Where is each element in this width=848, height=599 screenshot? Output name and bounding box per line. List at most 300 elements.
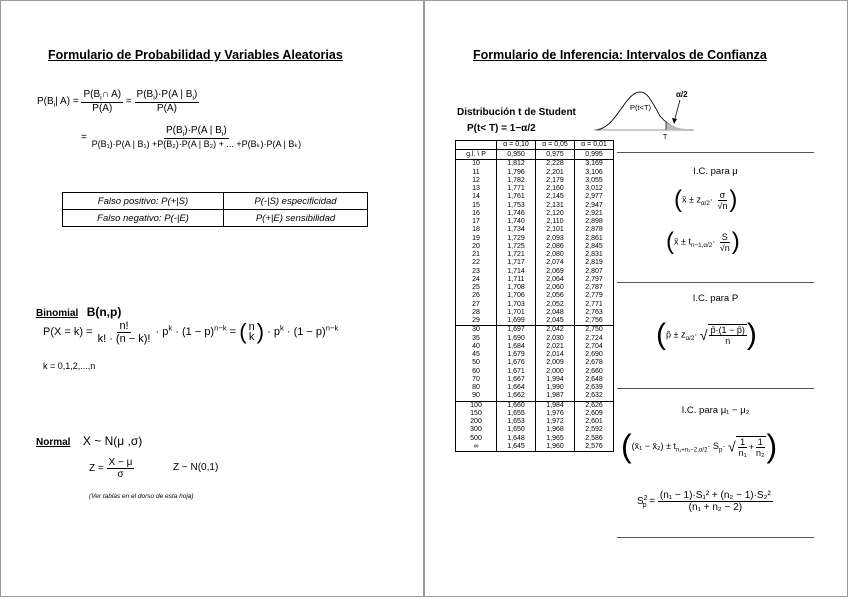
table-row bbox=[456, 335, 614, 343]
ic-diff-a-num: 1 bbox=[740, 436, 746, 447]
table-row bbox=[456, 284, 614, 292]
bayes-frac3 bbox=[90, 125, 304, 150]
ic-diff-dot: · bbox=[722, 440, 726, 451]
bayes-frac1 bbox=[81, 89, 123, 114]
table-cell: 1,812 bbox=[497, 160, 536, 169]
table-cell: 2,861 bbox=[575, 235, 614, 243]
sp-eq: = bbox=[649, 496, 656, 508]
table-cell: 1,676 bbox=[497, 359, 536, 367]
table-cell: 2,030 bbox=[536, 335, 575, 343]
table-cell: 2,921 bbox=[575, 210, 614, 218]
table-cell: 12 bbox=[456, 177, 497, 185]
table-cell: 2,898 bbox=[575, 218, 614, 226]
ic-mu-label: I.C. para μ bbox=[693, 166, 738, 177]
table-cell: 2,878 bbox=[575, 226, 614, 234]
table-cell: 2,819 bbox=[575, 259, 614, 267]
bayes-num3-sub2: i bbox=[221, 131, 224, 138]
ic-p-dot: · bbox=[694, 329, 698, 340]
table-cell: 2,845 bbox=[575, 243, 614, 251]
table-row bbox=[456, 169, 614, 177]
ic-mu-f1-frac bbox=[715, 190, 729, 211]
table-cell: 27 bbox=[456, 301, 497, 309]
bayes-lhs-sub: i bbox=[53, 102, 56, 110]
table-row bbox=[456, 160, 614, 169]
table-cell: 2,601 bbox=[575, 418, 614, 426]
curve-t: T bbox=[663, 134, 668, 140]
table-cell: 2,750 bbox=[575, 326, 614, 335]
table-cell: 2,947 bbox=[575, 202, 614, 210]
normal-z-formula bbox=[89, 457, 134, 480]
bayes-num3-sub1: i bbox=[182, 131, 185, 138]
table-cell: 2,048 bbox=[536, 309, 575, 317]
table-cell: 35 bbox=[456, 335, 497, 343]
right-title: Formulario de Inferencia: Intervalos de Confianza bbox=[473, 48, 767, 62]
table-cell: 2,771 bbox=[575, 301, 614, 309]
ic-mu-f2-num: S bbox=[721, 231, 728, 242]
table-cell: 26 bbox=[456, 292, 497, 300]
ic-diff-mid: · S bbox=[707, 440, 719, 451]
table-row bbox=[456, 351, 614, 359]
table-cell bbox=[456, 141, 497, 150]
ic-p-frac bbox=[709, 325, 747, 346]
table-cell: 17 bbox=[456, 218, 497, 226]
alpha-arrow-head bbox=[672, 118, 677, 124]
table-cell: 1,761 bbox=[497, 193, 536, 201]
ic-diff-sub: n₁+n₂−2,α/2 bbox=[675, 447, 708, 454]
table-row bbox=[456, 384, 614, 392]
table-row bbox=[456, 202, 614, 210]
ic-mu-f1-num: σ bbox=[719, 189, 726, 200]
ic-mu-f1-sub: α/2 bbox=[700, 200, 710, 208]
table-cell: 2,014 bbox=[536, 351, 575, 359]
table-cell: 3,055 bbox=[575, 177, 614, 185]
ic-diff-b-num: 1 bbox=[757, 436, 763, 447]
table-cell: α = 0,01 bbox=[575, 141, 614, 150]
binomial-coef bbox=[247, 322, 257, 342]
table-alpha-row bbox=[456, 141, 614, 150]
table-cell: 2,060 bbox=[536, 284, 575, 292]
binomial-q: · (1 − p) bbox=[175, 325, 215, 338]
table-cell: 1,684 bbox=[497, 343, 536, 351]
sp-frac bbox=[658, 490, 773, 513]
left-title: Formulario de Probabilidad y Variables Aleatorias bbox=[48, 48, 343, 62]
t-prob: P(t< T) = 1−α/2 bbox=[467, 123, 536, 134]
normal-z-den: σ bbox=[117, 469, 124, 480]
bayes-num1: P(B bbox=[83, 89, 101, 100]
table-cell: 24 bbox=[456, 276, 497, 284]
ic-mu-formula2: (x̄ ± $t_{n-1,\alpha/2}\cdot$ $\frac{S}{√n}$ ) bbox=[666, 228, 740, 255]
binomial-exp-nk: n−k bbox=[214, 323, 227, 333]
table-cell: 2,756 bbox=[575, 317, 614, 326]
bayes-formula bbox=[37, 89, 199, 114]
ic-diff-a-den: n₁ bbox=[738, 447, 747, 458]
table-cell: 1,701 bbox=[497, 309, 536, 317]
ic-p-formula: (p̂ ± $z_{\alpha/2}\cdot$ √ $\frac{p̂\cdot(1 - p̂)}{n}$ ) bbox=[656, 318, 757, 351]
binomial-coef-top: n bbox=[248, 321, 255, 333]
table-cell: 200 bbox=[456, 418, 497, 426]
table-cell: 1,753 bbox=[497, 202, 536, 210]
bayes-frac2 bbox=[135, 89, 200, 114]
t-table-body bbox=[456, 160, 614, 452]
table-row bbox=[456, 193, 614, 201]
table-cell: 45 bbox=[456, 351, 497, 359]
ic-diff-frac-a bbox=[737, 437, 749, 458]
binomial-formula: P(X = k) = $\frac{n!}{k! \cdot (n - k)!}$ · $p^k \cdot (1 - p)^{n-k}$ = ( n k ) · $p^k \cdot (1 - p)^{n-k}$ bbox=[43, 319, 339, 345]
table-cell: 1,655 bbox=[497, 410, 536, 418]
table-row bbox=[456, 292, 614, 300]
table-cell: 2,586 bbox=[575, 435, 614, 443]
table-cell: 1,679 bbox=[497, 351, 536, 359]
table-row bbox=[456, 218, 614, 226]
table-cell: 2,093 bbox=[536, 235, 575, 243]
binomial-exp-k: k bbox=[168, 323, 173, 333]
table-cell: 2,704 bbox=[575, 343, 614, 351]
table-row bbox=[456, 251, 614, 259]
table-cell: 2,069 bbox=[536, 268, 575, 276]
table-cell: α = 0,10 bbox=[497, 141, 536, 150]
curve-label: P(t<T) bbox=[630, 103, 652, 112]
table-cell: 2,045 bbox=[536, 317, 575, 326]
table-cell: 0,975 bbox=[536, 150, 575, 160]
table-row bbox=[456, 359, 614, 367]
binomial-eq: = bbox=[229, 325, 237, 338]
bayes-num2-sub2: i bbox=[192, 95, 194, 102]
table-cell: 1,714 bbox=[497, 268, 536, 276]
table-cell: 1,968 bbox=[536, 426, 575, 434]
ic-mu-f2-den: √n bbox=[719, 242, 730, 253]
table-cell: 2,977 bbox=[575, 193, 614, 201]
table-cell: 2,052 bbox=[536, 301, 575, 309]
table-row bbox=[456, 443, 614, 452]
table-cell: 30 bbox=[456, 326, 497, 335]
table-cell: P(+|E) sensibilidad bbox=[224, 210, 368, 227]
table-cell: 1,664 bbox=[497, 384, 536, 392]
binomial-lhs: P(X = k) = bbox=[43, 325, 93, 338]
table-cell: 13 bbox=[456, 185, 497, 193]
table-cell: 2,576 bbox=[575, 443, 614, 452]
table-cell: 2,201 bbox=[536, 169, 575, 177]
table-cell: 2,632 bbox=[575, 392, 614, 401]
bayes-num2-end: )·P(A | B bbox=[154, 89, 193, 100]
ic-mu-f1-den: √n bbox=[717, 200, 728, 211]
bayes-num2: P(B bbox=[136, 89, 154, 100]
table-cell: 14 bbox=[456, 193, 497, 201]
table-cell: 29 bbox=[456, 317, 497, 326]
table-cell: 1,703 bbox=[497, 301, 536, 309]
table-cell: 0,995 bbox=[575, 150, 614, 160]
ic-diff-b-den: n₂ bbox=[755, 447, 765, 458]
table-cell: 1,972 bbox=[536, 418, 575, 426]
table-row bbox=[456, 368, 614, 376]
table-cell: 1,699 bbox=[497, 317, 536, 326]
table-cell: 2,179 bbox=[536, 177, 575, 185]
table-cell: 1,667 bbox=[497, 376, 536, 384]
table-cell: 1,960 bbox=[536, 443, 575, 452]
table-cell: 25 bbox=[456, 284, 497, 292]
binomial-q2: · (1 − p) bbox=[286, 325, 326, 338]
table-cell: 2,807 bbox=[575, 268, 614, 276]
bayes-num3: P(B bbox=[166, 125, 183, 136]
normal-note: (Ver tablas en el dorso de esta hoja) bbox=[89, 493, 194, 500]
table-cell: 2,042 bbox=[536, 326, 575, 335]
table-row bbox=[456, 259, 614, 267]
table-cell: 2,131 bbox=[536, 202, 575, 210]
ic-p-pre: p̂ ± z bbox=[666, 329, 686, 340]
normal-dist: X ~ N(μ ,σ) bbox=[82, 434, 143, 448]
curve-alpha: α/2 bbox=[676, 90, 688, 99]
table-cell: 300 bbox=[456, 426, 497, 434]
binomial-frac bbox=[96, 320, 153, 345]
table-cell: 22 bbox=[456, 259, 497, 267]
table-row bbox=[63, 193, 368, 210]
normal-z-dist: Z ~ N(0,1) bbox=[173, 462, 219, 473]
ic-diff-formula: ((x̄₁ − x̄₂) ± $t_{n_1+n_2-2,\alpha/2}\cdot S_p\cdot$ √ $\frac{1}{\text{n₁}}$ + $\frac{1}{\text{n₂}}$ ) bbox=[621, 428, 778, 464]
table-row bbox=[456, 268, 614, 276]
bayes-formula-2 bbox=[81, 125, 303, 150]
table-row bbox=[456, 276, 614, 284]
table-cell: 28 bbox=[456, 309, 497, 317]
table-cell: 2,648 bbox=[575, 376, 614, 384]
table-row bbox=[456, 392, 614, 401]
table-cell: 2,609 bbox=[575, 410, 614, 418]
table-cell: 1,660 bbox=[497, 401, 536, 410]
sp-num: (n₁ − 1)·S₁² + (n₂ − 1)·S₂² bbox=[659, 490, 771, 501]
ic-mu-f2-frac bbox=[718, 232, 732, 253]
ic-diff-sub-p: p bbox=[718, 446, 723, 454]
table-cell: 1,734 bbox=[497, 226, 536, 234]
table-cell: 2,000 bbox=[536, 368, 575, 376]
binomial-exp-nk2: n−k bbox=[325, 323, 339, 333]
table-row bbox=[456, 326, 614, 335]
table-row bbox=[456, 376, 614, 384]
table-cell: 150 bbox=[456, 410, 497, 418]
bayes-num2-close: ) bbox=[193, 89, 198, 100]
table-cell: 1,645 bbox=[497, 443, 536, 452]
table-cell: 10 bbox=[456, 160, 497, 169]
table-cell: 1,965 bbox=[536, 435, 575, 443]
binomial-den: k! · (n − k)! bbox=[97, 332, 151, 345]
bayes-num3-close: ) bbox=[223, 125, 227, 136]
normal-z-num: X − μ bbox=[108, 457, 133, 468]
bayes-lhs: P(B bbox=[37, 96, 54, 108]
table-cell: 1,662 bbox=[497, 392, 536, 401]
table-cell: 0,950 bbox=[497, 150, 536, 160]
table-cell: 1,653 bbox=[497, 418, 536, 426]
ic-diff-plus: + bbox=[748, 441, 754, 452]
table-cell: α = 0,05 bbox=[536, 141, 575, 150]
table-cell: 2,228 bbox=[536, 160, 575, 169]
table-cell: 500 bbox=[456, 435, 497, 443]
bayes-eq1: = bbox=[125, 96, 132, 108]
table-cell: 19 bbox=[456, 235, 497, 243]
table-cell: 2,678 bbox=[575, 359, 614, 367]
table-cell: 18 bbox=[456, 226, 497, 234]
ic-mu-f2-sub: n−1,α/2 bbox=[690, 242, 713, 250]
normal-label: Normal bbox=[36, 437, 71, 448]
table-cell: 1,725 bbox=[497, 243, 536, 251]
ic-mu-f2-dot: · bbox=[712, 236, 716, 247]
table-cell: 2,592 bbox=[575, 426, 614, 434]
table-cell: 80 bbox=[456, 384, 497, 392]
table-cell: 2,145 bbox=[536, 193, 575, 201]
table-cell: 2,660 bbox=[575, 368, 614, 376]
sp-lhs: S bbox=[637, 496, 644, 508]
table-cell: 2,626 bbox=[575, 401, 614, 410]
left-page bbox=[0, 0, 424, 597]
table-cell: 1,796 bbox=[497, 169, 536, 177]
table-cell: 1,976 bbox=[536, 410, 575, 418]
table-cell: 90 bbox=[456, 392, 497, 401]
table-cell: 1,771 bbox=[497, 185, 536, 193]
t-heading: Distribución t de Student bbox=[457, 107, 576, 118]
errors-table bbox=[62, 192, 368, 227]
bayes-num2-sub1: i bbox=[153, 95, 155, 102]
binomial-num: n! bbox=[119, 319, 129, 332]
table-cell: 1,782 bbox=[497, 177, 536, 185]
table-cell: 2,021 bbox=[536, 343, 575, 351]
table-cell: ∞ bbox=[456, 443, 497, 452]
table-row bbox=[456, 410, 614, 418]
table-cell: 1,650 bbox=[497, 426, 536, 434]
table-cell: 2,101 bbox=[536, 226, 575, 234]
normal-z-frac bbox=[107, 457, 135, 480]
binomial-p2: · p bbox=[267, 325, 280, 338]
table-cell: 2,110 bbox=[536, 218, 575, 226]
normal-heading bbox=[36, 432, 142, 450]
t-table bbox=[455, 140, 614, 452]
table-row bbox=[456, 401, 614, 410]
t-curve-tail bbox=[666, 122, 692, 130]
table-cell: 2,064 bbox=[536, 276, 575, 284]
bayes-den2: P(A) bbox=[156, 103, 177, 114]
sp-formula bbox=[637, 490, 773, 513]
table-cell: Falso positivo: P(+|S) bbox=[63, 193, 224, 210]
table-cell: 1,690 bbox=[497, 335, 536, 343]
table-cell: 1,990 bbox=[536, 384, 575, 392]
table-cell: 2,690 bbox=[575, 351, 614, 359]
table-row bbox=[456, 243, 614, 251]
table-cell: P(-|S) especificidad bbox=[224, 193, 368, 210]
ic-mu-f1-pre: x̄ ± z bbox=[682, 194, 701, 205]
table-cell: 1,708 bbox=[497, 284, 536, 292]
table-row bbox=[456, 185, 614, 193]
bayes-den3: P(B₁)·P(A | B₁) +P(B₂)·P(A | B₂) + ... +P(Bₖ)·P(A | Bₖ) bbox=[91, 139, 302, 149]
table-cell: 1,717 bbox=[497, 259, 536, 267]
binomial-coef-bottom: k bbox=[248, 331, 255, 343]
table-cell: 1,721 bbox=[497, 251, 536, 259]
table-cell: 3,169 bbox=[575, 160, 614, 169]
ic-p-num: p̂·(1 − p̂) bbox=[710, 325, 745, 335]
ic-mu-formula1: (x̄ ± $z_{\alpha/2}\cdot$ $\frac{\sigma}{√n}$ ) bbox=[674, 186, 738, 213]
table-cell: 2,120 bbox=[536, 210, 575, 218]
table-cell: 3,106 bbox=[575, 169, 614, 177]
table-row bbox=[456, 343, 614, 351]
table-cell: 70 bbox=[456, 376, 497, 384]
t-curve-figure bbox=[594, 82, 694, 140]
ic-p-label: I.C. para P bbox=[692, 293, 739, 304]
table-cell: 1,648 bbox=[497, 435, 536, 443]
table-row bbox=[456, 426, 614, 434]
table-row bbox=[456, 301, 614, 309]
table-cell: 2,797 bbox=[575, 276, 614, 284]
table-cell: 1,984 bbox=[536, 401, 575, 410]
table-cell: Falso negativo: P(-|E) bbox=[63, 210, 224, 227]
divider bbox=[617, 152, 814, 153]
table-row bbox=[456, 317, 614, 326]
table-row bbox=[456, 235, 614, 243]
table-row bbox=[456, 418, 614, 426]
table-cell: 21 bbox=[456, 251, 497, 259]
binomial-label: Binomial bbox=[36, 308, 79, 319]
table-cell: 1,729 bbox=[497, 235, 536, 243]
normal-z-lhs: Z = bbox=[89, 463, 104, 475]
table-cell: 1,746 bbox=[497, 210, 536, 218]
ic-p-den: n bbox=[725, 336, 731, 346]
divider bbox=[617, 282, 814, 283]
table-cell: 2,763 bbox=[575, 309, 614, 317]
bayes-eq2: = bbox=[81, 132, 87, 144]
table-cell: 1,994 bbox=[536, 376, 575, 384]
table-cell: 2,639 bbox=[575, 384, 614, 392]
table-cell: g.l. \ P bbox=[456, 150, 497, 160]
sp-sup: 2 bbox=[643, 494, 648, 502]
table-row bbox=[456, 435, 614, 443]
table-cell: 1,671 bbox=[497, 368, 536, 376]
table-row bbox=[63, 210, 368, 227]
table-cell: 2,831 bbox=[575, 251, 614, 259]
binomial-exp-k2: k bbox=[279, 323, 284, 333]
table-cell: 15 bbox=[456, 202, 497, 210]
ic-p-sub: α/2 bbox=[685, 335, 695, 343]
table-cell: 2,056 bbox=[536, 292, 575, 300]
table-cell: 1,711 bbox=[497, 276, 536, 284]
table-cell: 60 bbox=[456, 368, 497, 376]
table-cell: 16 bbox=[456, 210, 497, 218]
divider bbox=[617, 388, 814, 389]
ic-mu-f1-dot: · bbox=[709, 194, 713, 205]
binomial-p: · p bbox=[155, 325, 169, 338]
table-cell: 1,697 bbox=[497, 326, 536, 335]
table-row bbox=[456, 226, 614, 234]
table-cell: 1,987 bbox=[536, 392, 575, 401]
bayes-den1: P(A) bbox=[92, 103, 113, 114]
table-cell: 11 bbox=[456, 169, 497, 177]
bayes-num1-sub: i bbox=[100, 95, 102, 102]
table-cell: 1,706 bbox=[497, 292, 536, 300]
sp-sub: p bbox=[642, 502, 647, 510]
table-cell: 2,779 bbox=[575, 292, 614, 300]
ic-diff-frac-b bbox=[754, 437, 767, 458]
table-cell: 40 bbox=[456, 343, 497, 351]
table-cell: 3,012 bbox=[575, 185, 614, 193]
ic-mu-f2-pre: x̄ ± t bbox=[674, 236, 691, 247]
ic-diff-pre: (x̄₁ − x̄₂) ± t bbox=[631, 440, 676, 451]
table-cell: 2,787 bbox=[575, 284, 614, 292]
table-cell: 2,160 bbox=[536, 185, 575, 193]
table-cell: 2,080 bbox=[536, 251, 575, 259]
table-cell: 1,740 bbox=[497, 218, 536, 226]
binomial-dist: B(n,p) bbox=[86, 305, 122, 319]
bayes-num1-end: ∩ A) bbox=[101, 89, 122, 100]
table-row bbox=[456, 177, 614, 185]
table-cell: 2,009 bbox=[536, 359, 575, 367]
divider bbox=[617, 537, 814, 538]
table-cell: 2,074 bbox=[536, 259, 575, 267]
table-cell: 23 bbox=[456, 268, 497, 276]
table-row bbox=[456, 309, 614, 317]
table-cell: 2,086 bbox=[536, 243, 575, 251]
table-cell: 2,724 bbox=[575, 335, 614, 343]
